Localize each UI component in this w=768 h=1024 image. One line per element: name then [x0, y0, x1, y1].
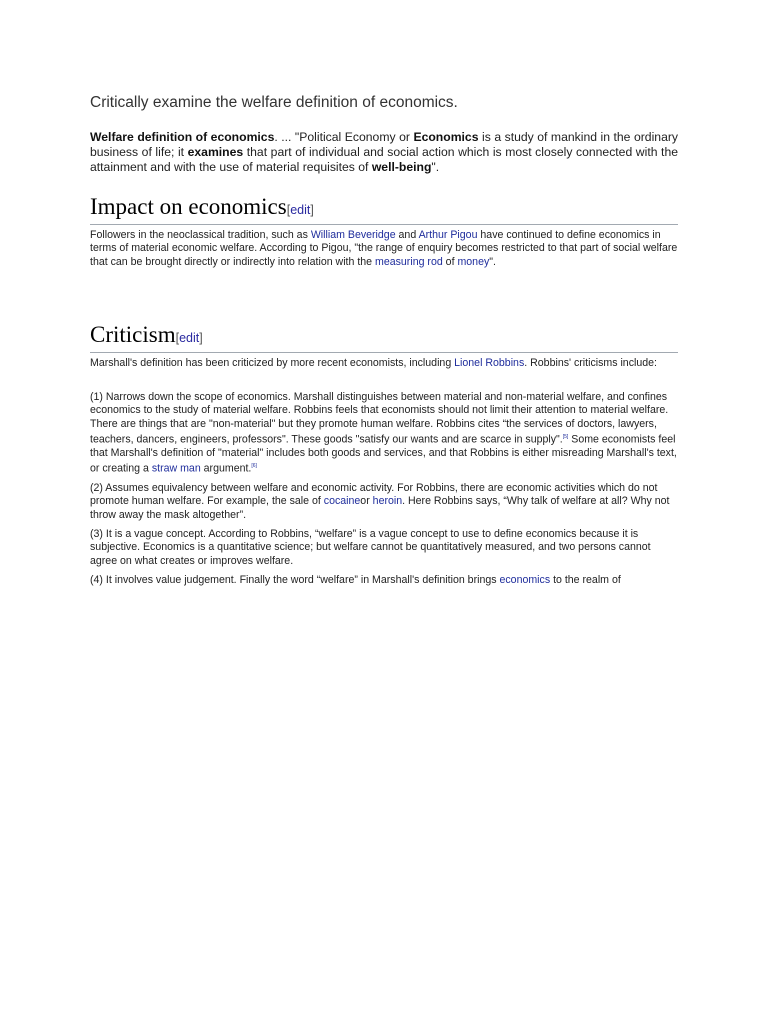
- impact-paragraph: Followers in the neoclassical tradition, such as William Beveridge and Arthur Pigou have continued to define economics in terms of material economic welfare. According to Pigou, "the range of enquiry becomes restricted to that part of social welfare that can be brought directly or indirectly into relation with the measuring rod of money".: [90, 229, 678, 268]
- definition-term: Welfare definition of economics: [90, 130, 275, 144]
- link-money[interactable]: money: [457, 255, 490, 268]
- edit-link-criticism[interactable]: edit: [179, 331, 200, 345]
- link-lionel-robbins[interactable]: Lionel Robbins: [454, 357, 525, 369]
- link-heroin[interactable]: heroin: [372, 495, 403, 508]
- criticism-point-2: (2) Assumes equivalency between welfare and economic activity. For Robbins, there are economic activities which do not promote human welfare. For example, the sale of cocaineor heroin. Here Robbins says, “Why talk of welfare at all? Why not throw away the mask altogether”.: [90, 482, 670, 521]
- criticism-intro-paragraph: Marshall's definition has been criticized by more recent economists, including Lionel Robbins. Robbins' criticisms include:: [90, 357, 657, 369]
- link-cocaine[interactable]: cocaine: [323, 495, 361, 508]
- section-heading-impact: Impact on economics[edit]: [90, 194, 678, 225]
- link-william-beveridge[interactable]: William Beveridge: [310, 229, 396, 241]
- reference-5[interactable]: [5]: [562, 433, 569, 440]
- link-measuring-rod[interactable]: measuring rod: [375, 255, 443, 268]
- criticism-point-3: (3) It is a vague concept. According to Robbins, “welfare” is a vague concept to use to define economics because it is subjective. Economics is a quantitative science; but welfare cannot be quantitatively measured, and two persons cannot agree on what creates or improves welfare.: [90, 528, 651, 567]
- link-economics[interactable]: economics: [499, 574, 551, 586]
- link-arthur-pigou[interactable]: Arthur Pigou: [418, 229, 478, 241]
- criticism-point-4: (4) It involves value judgement. Finally the word “welfare” in Marshall's definition brings economics to the realm of: [90, 574, 621, 586]
- section-heading-criticism: Criticism[edit]: [90, 322, 678, 353]
- edit-link-impact[interactable]: edit: [290, 203, 311, 217]
- page-title: Critically examine the welfare definition of economics.: [90, 94, 458, 111]
- definition-paragraph: Welfare definition of economics. ... "Political Economy or Economics is a study of mankind in the ordinary business of life; it examines that part of individual and social action which is most closely connected with the attainment and with the use of material requisites of well-being".: [90, 130, 679, 174]
- reference-6[interactable]: [6]: [251, 463, 257, 470]
- link-straw-man[interactable]: straw man: [151, 462, 201, 475]
- criticism-point-1: (1) Narrows down the scope of economics. Marshall distinguishes between material and non-material welfare, and confines economics to the study of material welfare. Robbins feels that economists should not limit their attention to material welfare. There are things that are "non-material" but they promote human welfare. Robbins cites “the services of doctors, lawyers, teachers, dancers, engineers, professors". These goods "satisfy our wants and are scarce in supply".[5] Some economists feel that Marshall's definition of "material" includes both goods and services, and that Robbins is either misreading Marshall's text, or creating a straw man argument.[6]: [90, 391, 677, 475]
